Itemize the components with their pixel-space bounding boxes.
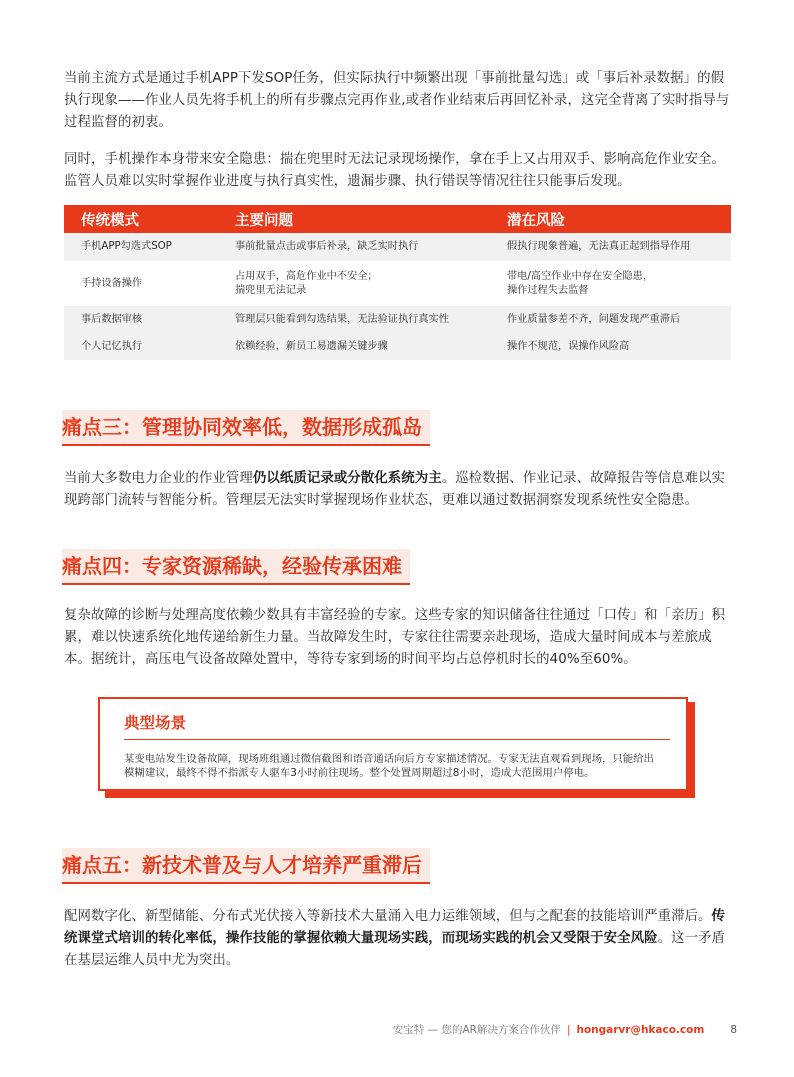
table-cell-risk: 假执行现象普遍，无法真正起到指导作用	[490, 233, 731, 261]
intro-paragraph-2: 同时，手机操作本身带来安全隐患：揣在兜里时无法记录现场操作，拿在手上又占用双手、影响高危作业安全。监管人员难以实时掌握作业进度与执行真实性，遗漏步骤、执行错误等情况往往只能事后发现。	[64, 152, 726, 189]
table-cell-risk: 作业质量参差不齐，问题发现严重滞后	[490, 306, 731, 333]
table-row	[64, 261, 731, 306]
section-4-heading: 痛点四：专家资源稀缺，经验传承困难	[62, 549, 410, 585]
case-divider	[124, 739, 670, 740]
table-row	[64, 306, 731, 333]
section-5-heading: 痛点五：新技术普及与人才培养严重滞后	[62, 848, 430, 884]
table-cell-risk: 带电/高空作业中存在安全隐患， 操作过程失去监督	[490, 261, 731, 306]
section-3-heading: 痛点三：管理协同效率低，数据形成孤岛	[62, 410, 430, 446]
table-cell-problem: 管理层只能看到勾选结果，无法验证执行真实性	[218, 306, 490, 333]
section-3-emphasis: 仍以纸质记录或分散化系统为主	[252, 471, 442, 486]
footer-email[interactable]: hongarvr@hkaco.com	[576, 1024, 705, 1036]
table-header-risk: 潜在风险	[490, 205, 731, 233]
page-footer	[393, 1022, 737, 1037]
section-3-paragraph: 当前大多数电力企业的作业管理仍以纸质记录或分散化系统为主。巡检数据、作业记录、故障报告等信息难以实现跨部门流转与智能分析。管理层无法实时掌握现场作业状态，更难以通过数据洞察发现系统性安全隐患。	[64, 471, 726, 508]
table-cell-mode: 手持设备操作	[64, 261, 218, 306]
comparison-table	[64, 205, 731, 360]
table-row	[64, 333, 731, 360]
case-text: 某变电站发生设备故障，现场班组通过微信截图和语音通话向后方专家描述情况。专家无法直观看到现场，只能给出模糊建议，最终不得不指派专人驱车3小时前往现场。整个处置周期超过8小时，造成大范围用户停电。	[124, 753, 654, 779]
table-header-mode: 传统模式	[64, 205, 218, 233]
case-title: 典型场景	[124, 714, 187, 732]
table-header-problem: 主要问题	[218, 205, 490, 233]
section-5-emphasis: 传统课堂式培训的转化率低，操作技能的掌握依赖大量现场实践，而现场实践的机会又受限于安全风险	[64, 909, 726, 946]
section-5-paragraph: 配网数字化、新型储能、分布式光伏接入等新技术大量涌入电力运维领域，但与之配套的技能培训严重滞后。传统课堂式培训的转化率低，操作技能的掌握依赖大量现场实践，而现场实践的机会又受限于安全风险。这一矛盾在基层运维人员中尤为突出。	[64, 909, 726, 968]
table-row	[64, 233, 731, 261]
table-cell-mode: 手机APP勾选式SOP	[64, 233, 218, 261]
table-cell-problem: 占用双手，高危作业中不安全； 揣兜里无法记录	[218, 261, 490, 306]
table-cell-mode: 个人记忆执行	[64, 333, 218, 360]
table-cell-risk: 操作不规范，误操作风险高	[490, 333, 731, 360]
footer-tagline: 安宝特 — 您的AR解决方案合作伙伴	[392, 1024, 561, 1036]
section-4-paragraph: 复杂故障的诊断与处理高度依赖少数具有丰富经验的专家。这些专家的知识储备往往通过「口传」和「亲历」积累，难以快速系统化地传递给新生力量。当故障发生时，专家往往需要亲赴现场，造成大量时间成本与差旅成本。据统计，高压电气设备故障处置中，等待专家到场的时间平均占总停机时长的40%至60%。	[64, 608, 726, 667]
table-cell-problem: 事前批量点击或事后补录，缺乏实时执行	[218, 233, 490, 261]
case-box	[98, 697, 688, 791]
intro-paragraph-1: 当前主流方式是通过手机APP下发SOP任务，但实际执行中频繁出现「事前批量勾选」或「事后补录数据」的假执行现象——作业人员先将手机上的所有步骤点完再作业,或者作业结束后再回忆补录，这完全背离了实时指导与过程监督的初衷。	[64, 71, 730, 130]
footer-separator: |	[566, 1024, 571, 1036]
table-cell-mode: 事后数据审核	[64, 306, 218, 333]
table-cell-problem: 依赖经验，新员工易遗漏关键步骤	[218, 333, 490, 360]
page-number: 8	[730, 1024, 737, 1036]
